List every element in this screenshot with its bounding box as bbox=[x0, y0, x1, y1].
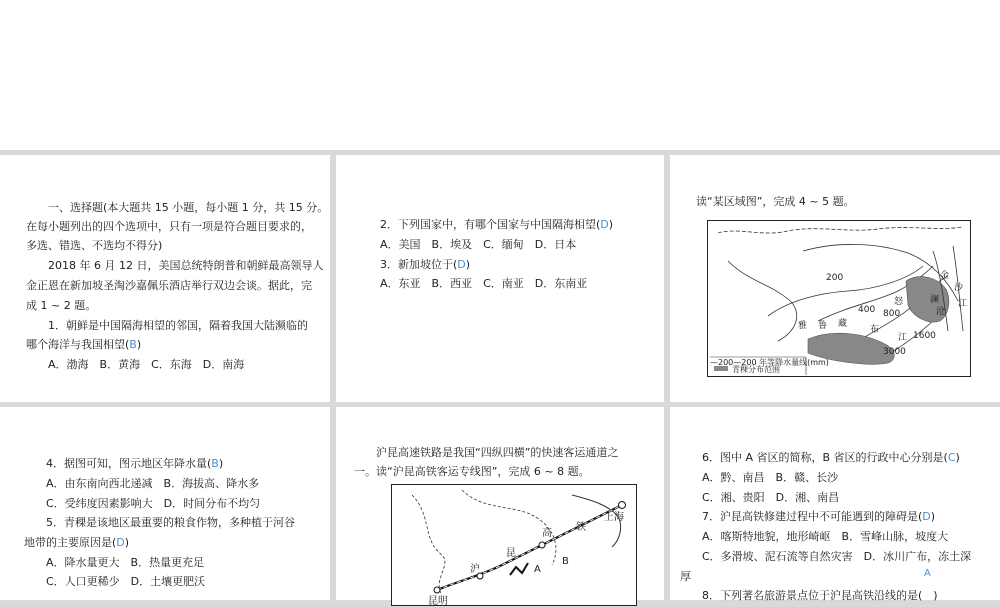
text-line: 在每小题列出的四个选项中，只有一项是符合题目要求的， bbox=[26, 220, 312, 233]
province-label-a: A bbox=[534, 564, 541, 575]
province-label-b: B bbox=[562, 556, 569, 567]
contour-label: 3000 bbox=[883, 347, 906, 357]
stem-text: 2．下列国家中，有哪个国家与中国隔海相望( bbox=[380, 218, 601, 231]
contour-label: 1600 bbox=[913, 331, 936, 341]
slide-panel-5 bbox=[336, 407, 664, 607]
stem-text: ) bbox=[955, 451, 960, 464]
region-label: 布 bbox=[870, 325, 880, 335]
answer-mark: D bbox=[600, 218, 609, 231]
river-label: 江 bbox=[958, 299, 968, 309]
stem-text: ) bbox=[465, 258, 471, 271]
answer-mark: B bbox=[211, 457, 219, 470]
slide-panel-6 bbox=[670, 407, 1000, 600]
rail-label: 昆 bbox=[506, 548, 516, 559]
map-intro: 读“某区域图”，完成 4 ~ 5 题。 bbox=[696, 195, 855, 208]
stem-text: ) bbox=[218, 457, 224, 470]
question-2-stem bbox=[380, 218, 613, 231]
region-label: 雅 bbox=[798, 321, 808, 331]
city-label-kunming: 昆明 bbox=[428, 596, 448, 607]
river-label: 怒 bbox=[894, 297, 904, 307]
region-label: 藏 bbox=[838, 319, 848, 329]
rail-map-graphic bbox=[392, 485, 636, 605]
question-4-stem bbox=[46, 457, 223, 470]
city-label-shanghai: 上海 bbox=[604, 512, 624, 523]
question-3-stem bbox=[380, 258, 470, 271]
question-3-options: A．东亚 B．西亚 C．南亚 D．东南亚 bbox=[380, 277, 588, 290]
text-line: 多选、错选、不选均不得分) bbox=[26, 239, 163, 252]
slide-panel-3 bbox=[670, 155, 1000, 402]
question-6-options-cd: C．湘、贵阳 D．湘、南昌 bbox=[702, 491, 840, 504]
slide-panel-2 bbox=[336, 155, 664, 402]
answer-mark: D bbox=[457, 258, 466, 271]
river-label: 澜 bbox=[930, 295, 940, 305]
question-5-stem: 5．青稞是该地区最重要的粮食作物，多种植于河谷 bbox=[46, 516, 295, 529]
stem-text: 哪个海洋与我国相望( bbox=[26, 338, 130, 351]
answer-mark: B bbox=[129, 338, 137, 351]
rail-label: 铁 bbox=[576, 522, 586, 533]
rail-label: 高 bbox=[542, 528, 552, 539]
question-8-stem: 8．下列著名旅游景点位于沪昆高铁沿线的是( ) bbox=[702, 589, 938, 602]
legend-symbol: —200— bbox=[710, 358, 742, 367]
rail-map bbox=[391, 484, 637, 606]
stem-text: 6．图中 A 省区的简称，B 省区的行政中心分别是( bbox=[702, 451, 948, 464]
text-line: 成 1 ~ 2 题。 bbox=[26, 299, 97, 312]
stem-text: ) bbox=[136, 338, 142, 351]
question-6-stem bbox=[702, 451, 960, 464]
stem-text: ) bbox=[608, 218, 614, 231]
question-7-options-tail: 厚 bbox=[680, 570, 691, 583]
stem-text: 4．据图可知，图示地区年降水量( bbox=[46, 457, 212, 470]
slide-panel-4 bbox=[0, 407, 330, 600]
blank-header-area bbox=[0, 0, 1000, 150]
slide-panel-1 bbox=[0, 155, 330, 402]
section-heading-line: 一、选择题(本大题共 15 小题，每小题 1 分，共 15 分。 bbox=[48, 201, 329, 214]
stem-text: 7．沪昆高铁修建过程中不可能遇到的障碍是( bbox=[702, 510, 923, 523]
question-5-stem-end bbox=[24, 536, 129, 549]
river-label: 沧 bbox=[936, 307, 946, 317]
answer-mark: C bbox=[947, 451, 956, 464]
contour-label: 800 bbox=[883, 309, 901, 319]
stem-text: ) bbox=[930, 510, 936, 523]
question-4-options-cd: C．受纬度因素影响大 D．时间分布不均匀 bbox=[46, 497, 261, 510]
region-label: 江 bbox=[898, 333, 908, 343]
answer-mark: D bbox=[922, 510, 931, 523]
question-4-options-ab: A．由东南向西北递减 B．海拔高、降水多 bbox=[46, 477, 260, 490]
region-map bbox=[707, 220, 971, 377]
contour-label: 400 bbox=[858, 305, 876, 315]
answer-mark: D bbox=[116, 536, 125, 549]
question-2-options: A．美国 B．埃及 C．缅甸 D．日本 bbox=[380, 238, 577, 251]
legend-qingke: 青稞分布范围 bbox=[732, 365, 780, 374]
answer-mark: A bbox=[924, 568, 931, 579]
question-1-stem-end bbox=[26, 338, 141, 351]
stem-text: ) bbox=[124, 536, 130, 549]
river-label: 沙 bbox=[954, 283, 964, 293]
stem-text: 3．新加坡位于( bbox=[380, 258, 458, 271]
question-7-stem bbox=[702, 510, 935, 523]
question-5-options-cd: C．人口更稀少 D．土壤更肥沃 bbox=[46, 575, 206, 588]
question-7-options-ab: A．喀斯特地貌，地形崎岖 B．雪峰山脉，坡度大 bbox=[702, 530, 949, 543]
rail-intro-line: 一。读“沪昆高铁客运专线图”，完成 6 ~ 8 题。 bbox=[354, 465, 590, 478]
text-line: 2018 年 6 月 12 日，美国总统特朗普和朝鲜最高领导人 bbox=[48, 259, 324, 272]
question-1-stem: 1．朝鲜是中国隔海相望的邻国，隔着我国大陆濒临的 bbox=[48, 319, 308, 332]
text-line: 金正恩在新加坡圣淘沙嘉佩乐酒店举行双边会谈。据此，完 bbox=[26, 279, 312, 292]
question-7-options-cd: C．多滑坡、泥石流等自然灾害 D．冰川广布，冻土深 bbox=[702, 550, 972, 563]
rail-intro-line: 沪昆高速铁路是我国“四纵四横”的快速客运通道之 bbox=[376, 446, 619, 459]
stem-text: 地带的主要原因是( bbox=[24, 536, 117, 549]
question-5-options-ab: A．降水量更大 B．热量更充足 bbox=[46, 556, 205, 569]
legend-text: 200 年等降水量线(mm) bbox=[741, 358, 829, 367]
question-6-options-ab: A．黔、南昌 B．赣、长沙 bbox=[702, 471, 839, 484]
region-label: 鲁 bbox=[818, 321, 828, 331]
contour-label: 200 bbox=[826, 273, 844, 283]
question-1-options: A．渤海 B．黄海 C．东海 D．南海 bbox=[48, 358, 245, 371]
river-label: 金 bbox=[940, 271, 950, 281]
rail-label: 沪 bbox=[470, 564, 480, 575]
